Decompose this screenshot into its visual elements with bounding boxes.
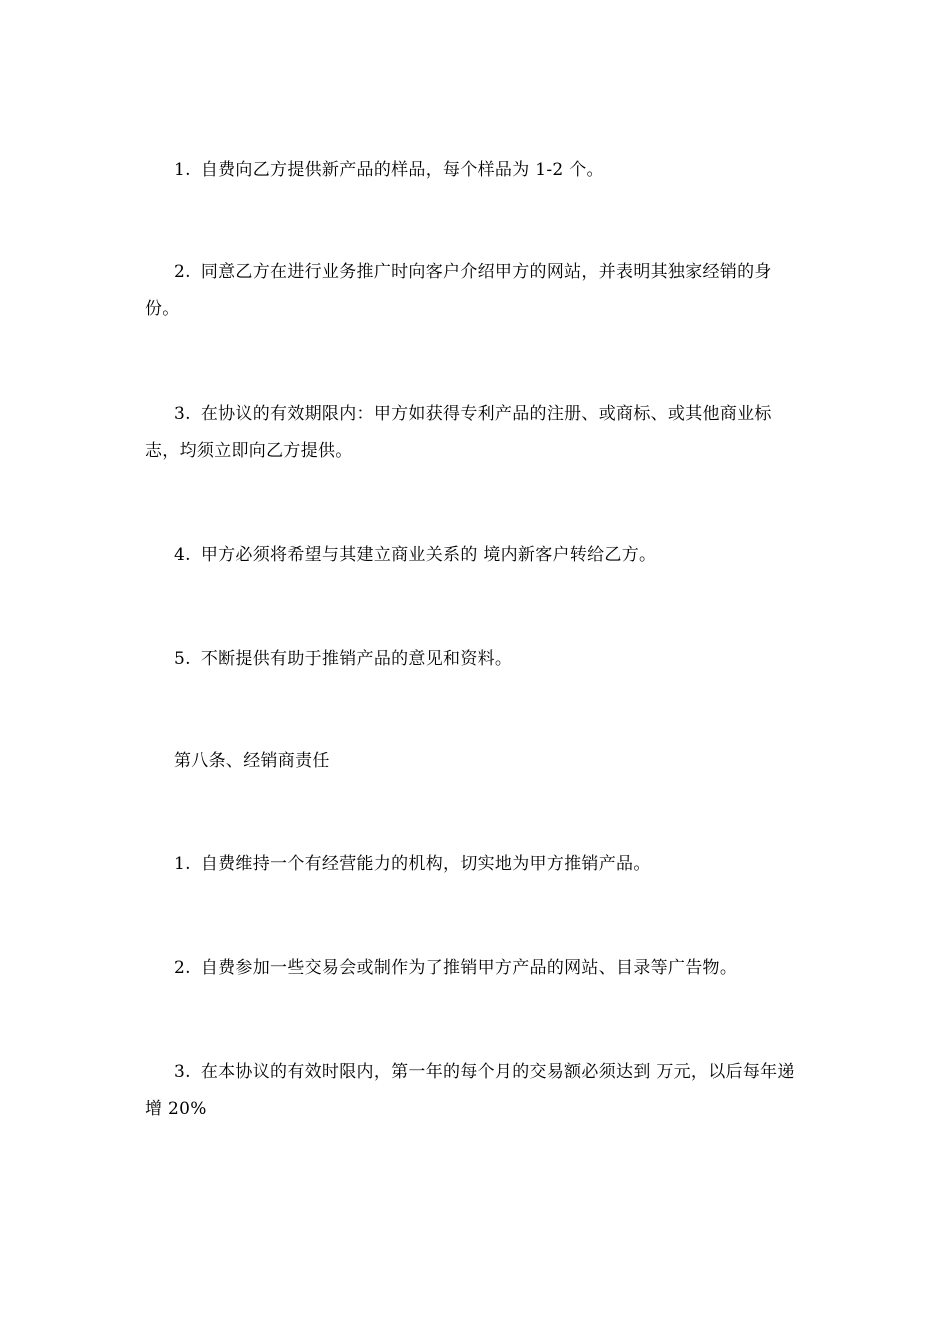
clause-number: 4.	[174, 545, 191, 565]
clause-5	[145, 641, 805, 678]
duty-2	[145, 950, 805, 987]
clause-4	[145, 537, 805, 574]
duty-1	[145, 846, 805, 883]
clause-number: 1.	[174, 854, 191, 874]
clause-1	[145, 152, 805, 189]
clause-text: 不断提供有助于推销产品的意见和资料。	[200, 649, 513, 669]
clause-text: 自费向乙方提供新产品的样品，每个样品为 1-2 个。	[200, 160, 604, 180]
clause-text: 在本协议的有效时限内，第一年的每个月的交易额必须达到 万元，以后每年递增 20%	[145, 1062, 795, 1119]
clause-number: 3.	[174, 404, 191, 424]
clause-number: 2.	[174, 958, 191, 978]
clause-number: 2.	[174, 262, 191, 282]
clause-3	[145, 396, 805, 470]
clause-text: 自费维持一个有经营能力的机构，切实地为甲方推销产品。	[200, 854, 651, 874]
duty-3	[145, 1054, 805, 1128]
clause-text: 在协议的有效期限内：甲方如获得专利产品的注册、或商标、或其他商业标志，均须立即向乙方提供。	[145, 404, 772, 461]
section-heading: 第八条、经销商责任	[174, 751, 330, 771]
clause-number: 3.	[174, 1062, 191, 1082]
clause-2	[145, 254, 805, 328]
clause-number: 1.	[174, 160, 191, 180]
clause-text: 自费参加一些交易会或制作为了推销甲方产品的网站、目录等广告物。	[200, 958, 738, 978]
clause-text: 甲方必须将希望与其建立商业关系的 境内新客户转给乙方。	[200, 545, 657, 565]
clause-text: 同意乙方在进行业务推广时向客户介绍甲方的网站，并表明其独家经销的身份。	[145, 262, 772, 319]
clause-number: 5.	[174, 649, 191, 669]
